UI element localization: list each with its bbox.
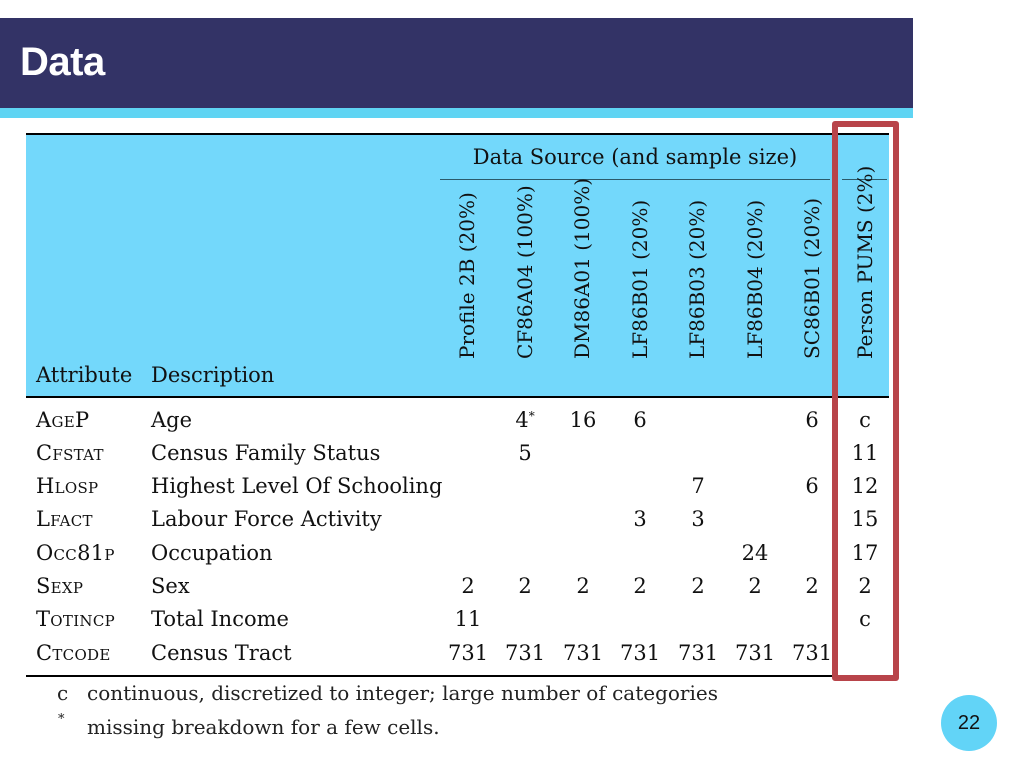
value-cell: 2 [805,574,819,598]
value-cell: 7 [691,474,705,498]
value-cell: c [859,408,871,432]
value-cell: c [859,607,871,631]
page-number-badge: 22 [941,695,997,751]
footnote-key: c [57,681,69,705]
value-cell: 17 [851,541,879,565]
value-cell: 3 [633,507,647,531]
row-attribute: Hlosp [36,474,99,498]
value-cell: 11 [454,607,482,631]
value-cell: 12 [851,474,879,498]
row-attribute: Totincp [36,607,116,631]
footnote-text: continuous, discretized to integer; large number of categories [87,681,718,705]
value-cell: 731 [620,641,661,665]
table-header-rule [26,396,889,398]
pums-highlight-box [832,121,899,681]
description-header: Description [151,363,275,387]
value-cell: 11 [851,441,879,465]
value-cell: 5 [518,441,532,465]
value-cell: 731 [792,641,833,665]
value-cell: 3 [691,507,705,531]
row-description: Census Tract [151,641,292,665]
value-cell: 2 [633,574,647,598]
group-header-rule [440,179,830,180]
row-description: Highest Level Of Schooling [151,474,443,498]
slide-title: Data [20,40,105,84]
value-cell: 6 [805,474,819,498]
data-source-header: Data Source (and sample size) [472,145,798,169]
row-attribute: Occ81p [36,541,115,565]
row-description: Labour Force Activity [151,507,382,531]
value-cell: 731 [678,641,719,665]
table-bottom-rule [26,675,889,677]
row-description: Total Income [151,607,289,631]
value-cell: 24 [741,541,769,565]
row-description: Age [151,408,193,432]
footnote-text: missing breakdown for a few cells. [87,715,440,739]
row-attribute: Ctcode [36,641,111,665]
value-cell: 2 [748,574,762,598]
row-description: Occupation [151,541,273,565]
attribute-header: Attribute [36,363,133,387]
value-cell: 15 [851,507,879,531]
row-description: Census Family Status [151,441,381,465]
value-cell: 6 [805,408,819,432]
row-attribute: Cfstat [36,441,104,465]
row-attribute: Sexp [36,574,84,598]
table-top-rule [26,133,889,135]
value-cell: 16 [569,408,597,432]
title-underline [0,108,913,118]
value-cell: 731 [735,641,776,665]
value-cell: 731 [448,641,489,665]
row-description: Sex [151,574,190,598]
value-cell: 731 [563,641,604,665]
value-cell: 4* [515,408,535,432]
value-cell: 2 [518,574,532,598]
row-attribute: Lfact [36,507,93,531]
value-cell: 6 [633,408,647,432]
value-cell: 2 [461,574,475,598]
value-cell: 2 [858,574,872,598]
footnote-key: * [58,712,65,727]
value-cell: 731 [505,641,546,665]
row-attribute: AgeP [36,408,90,432]
value-cell: 2 [576,574,590,598]
title-bar [0,18,913,108]
value-cell: 2 [691,574,705,598]
